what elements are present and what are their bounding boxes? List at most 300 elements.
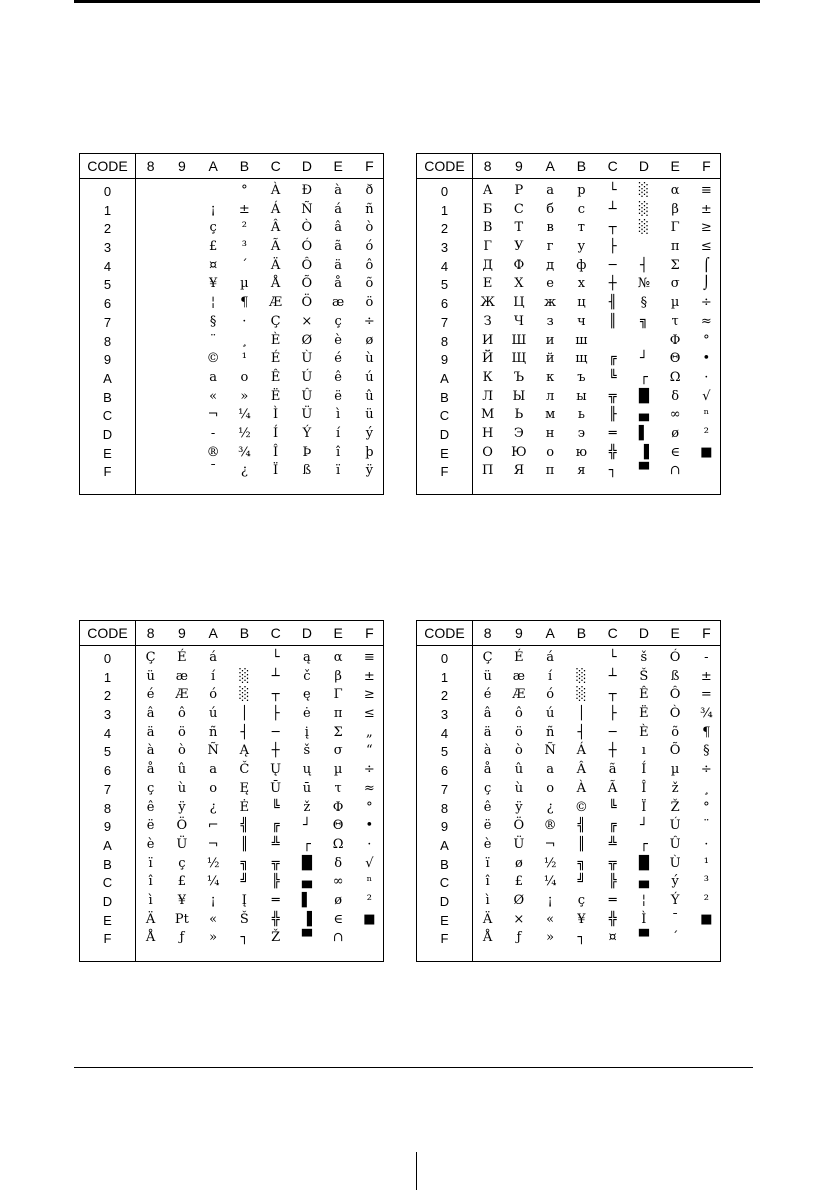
- char-cell: Φ: [669, 332, 681, 348]
- char-cell: ó: [209, 687, 218, 703]
- char-cell: ≤: [700, 239, 712, 255]
- char-cell: Ù: [301, 351, 313, 367]
- row-code: 4: [440, 258, 449, 274]
- row-code: 8: [103, 800, 112, 816]
- char-cell: “: [366, 743, 373, 759]
- char-cell: Ü: [513, 836, 525, 852]
- char-cell: ╩: [608, 836, 617, 852]
- char-cell: ®: [206, 444, 220, 460]
- char-cell: Х: [514, 276, 524, 292]
- char-cell: ⌡: [702, 276, 710, 292]
- char-cell: ´: [241, 257, 248, 273]
- cyrillic-table: [416, 153, 721, 495]
- char-cell: ¤: [208, 257, 218, 273]
- char-cell: ├: [608, 706, 617, 722]
- char-cell: Γ: [670, 220, 680, 236]
- char-cell: ш: [575, 332, 588, 348]
- row-code: 6: [103, 296, 112, 312]
- char-cell: я: [577, 463, 586, 479]
- char-cell: Á: [270, 201, 281, 217]
- char-cell: ⁿ: [366, 874, 373, 890]
- char-cell: ²: [703, 892, 709, 908]
- char-cell: ─: [608, 724, 617, 740]
- char-cell: Ω: [332, 836, 344, 852]
- char-cell: Ö: [513, 818, 525, 834]
- char-cell: o: [209, 780, 218, 796]
- char-cell: ┼: [608, 276, 617, 292]
- row-code: E: [103, 445, 112, 461]
- char-cell: Ц: [513, 295, 525, 311]
- char-cell: ¥: [577, 911, 586, 927]
- char-cell: „: [366, 724, 373, 740]
- char-cell: ç: [334, 313, 342, 329]
- char-cell: ░: [638, 201, 649, 217]
- char-cell: ß: [302, 463, 312, 479]
- char-cell: ¬: [207, 407, 219, 423]
- char-cell: а: [546, 183, 554, 198]
- char-cell: ¬: [207, 836, 219, 852]
- column-header: D: [638, 625, 649, 641]
- column-header: 8: [146, 625, 155, 641]
- char-cell: Æ: [512, 687, 526, 703]
- char-cell: ▄: [638, 874, 649, 890]
- char-cell: å: [146, 762, 155, 778]
- char-cell: ï: [336, 463, 341, 479]
- char-cell: ■: [700, 444, 713, 460]
- char-cell: Å: [482, 930, 493, 946]
- row-code: F: [440, 931, 449, 947]
- char-cell: ╦: [608, 855, 617, 871]
- row-code: F: [440, 464, 449, 480]
- char-cell: Ù: [669, 855, 681, 871]
- char-cell: ø: [365, 332, 374, 348]
- row-code: A: [103, 837, 112, 853]
- char-cell: ┌: [639, 369, 648, 385]
- char-cell: Ю: [511, 444, 527, 460]
- char-cell: ╦: [271, 855, 280, 871]
- char-cell: ×: [513, 911, 525, 927]
- column-header: 9: [177, 158, 186, 174]
- column-header: B: [239, 158, 250, 174]
- char-cell: À: [270, 183, 281, 198]
- char-cell: ═: [608, 892, 617, 908]
- row-code: 2: [103, 688, 112, 704]
- char-cell: ñ: [545, 724, 555, 740]
- char-cell: ¤: [608, 930, 617, 946]
- char-cell: §: [703, 743, 710, 759]
- char-cell: Ъ: [513, 369, 525, 385]
- char-cell: Ì: [273, 407, 279, 423]
- char-cell: ┘: [639, 351, 648, 367]
- char-cell: х: [577, 276, 586, 292]
- column-header: B: [576, 625, 587, 641]
- char-cell: П: [481, 463, 494, 479]
- char-cell: ½: [543, 855, 557, 871]
- char-cell: ³: [703, 874, 709, 890]
- char-cell: ╗: [639, 313, 648, 329]
- char-cell: ▌: [301, 892, 312, 908]
- char-cell: к: [546, 369, 555, 385]
- char-cell: û: [177, 762, 187, 778]
- char-cell: τ: [334, 780, 342, 796]
- char-cell: ï: [485, 855, 490, 871]
- char-cell: £: [177, 874, 187, 890]
- char-cell: ·: [367, 836, 372, 852]
- column-header: 9: [514, 625, 523, 641]
- char-cell: ¿: [546, 799, 554, 815]
- column-header: E: [333, 625, 343, 641]
- char-cell: ▀: [301, 930, 312, 946]
- char-cell: ı: [641, 743, 646, 759]
- char-cell: £: [208, 239, 218, 255]
- char-cell: р: [577, 183, 586, 198]
- char-cell: Ш: [511, 332, 527, 348]
- char-cell: §: [209, 313, 217, 329]
- char-cell: ¥: [208, 276, 218, 292]
- char-cell: ∩: [332, 930, 344, 946]
- char-cell: ы: [576, 388, 587, 404]
- row-code: 0: [103, 651, 112, 666]
- char-cell: ²: [703, 425, 709, 441]
- row-code: 9: [103, 819, 112, 835]
- char-cell: ç: [577, 892, 586, 908]
- char-cell: µ: [240, 276, 249, 292]
- char-cell: ┘: [639, 818, 648, 834]
- char-cell: ÿ: [365, 463, 374, 479]
- char-cell: β: [671, 201, 679, 217]
- char-cell: α: [670, 183, 680, 198]
- char-cell: ■: [700, 911, 713, 927]
- top-rule: [74, 0, 760, 3]
- page-divider: [416, 1152, 417, 1190]
- char-cell: ─: [608, 257, 617, 273]
- row-code: 5: [103, 744, 112, 760]
- char-cell: щ: [575, 351, 588, 367]
- char-cell: М: [480, 407, 495, 423]
- char-cell: á: [546, 650, 554, 665]
- char-cell: ░: [638, 220, 649, 236]
- char-cell: Ü: [301, 407, 313, 423]
- char-cell: К: [482, 369, 493, 385]
- char-cell: Ė: [239, 799, 250, 815]
- char-cell: ž: [303, 799, 311, 815]
- row-code: 4: [440, 725, 449, 741]
- char-cell: ¸: [241, 332, 248, 348]
- char-cell: a: [546, 762, 554, 778]
- char-cell: á: [209, 650, 217, 665]
- char-cell: Å: [145, 930, 156, 946]
- char-cell: ═: [271, 892, 280, 908]
- char-cell: ▀: [638, 930, 649, 946]
- char-cell: É: [514, 650, 524, 665]
- char-cell: ╬: [608, 911, 617, 927]
- char-cell: ý: [671, 874, 679, 890]
- char-cell: Т: [514, 220, 524, 236]
- char-cell: ƒ: [516, 930, 522, 946]
- char-cell: ∈: [333, 911, 343, 927]
- char-cell: ¡: [210, 201, 216, 217]
- char-cell: █: [638, 855, 649, 871]
- char-cell: ║: [608, 313, 617, 329]
- char-cell: ±: [238, 201, 250, 217]
- char-cell: е: [546, 276, 554, 292]
- column-header: A: [545, 158, 555, 174]
- char-cell: Φ: [332, 799, 344, 815]
- char-cell: Ø: [513, 892, 525, 908]
- char-cell: õ: [671, 724, 680, 740]
- char-cell: ╚: [608, 799, 617, 815]
- char-cell: С: [513, 201, 524, 217]
- char-cell: Î: [641, 780, 647, 796]
- char-cell: ê: [146, 799, 155, 815]
- char-cell: È: [270, 332, 281, 348]
- row-code: 2: [103, 221, 112, 237]
- row-code: 3: [440, 240, 449, 256]
- char-cell: á: [334, 201, 342, 217]
- char-cell: ▐: [301, 911, 312, 927]
- char-cell: ø: [514, 855, 523, 871]
- char-cell: Р: [514, 183, 524, 198]
- row-code: A: [440, 370, 449, 386]
- char-cell: «: [209, 911, 218, 927]
- char-cell: è: [483, 836, 492, 852]
- char-cell: ¦: [641, 892, 647, 908]
- char-cell: ┤: [639, 257, 648, 273]
- char-cell: ¬: [544, 836, 556, 852]
- char-cell: ú: [365, 369, 374, 385]
- char-cell: ⌐: [207, 818, 219, 834]
- char-cell: Ñ: [301, 201, 313, 217]
- row-code: 8: [440, 800, 449, 816]
- char-cell: А: [482, 183, 493, 198]
- char-cell: β: [334, 668, 342, 684]
- char-cell: ì: [485, 892, 490, 908]
- char-cell: •: [365, 818, 374, 834]
- char-cell: Л: [482, 388, 494, 404]
- row-code: E: [440, 445, 449, 461]
- char-cell: Ū: [270, 780, 282, 796]
- char-cell: ╝: [577, 874, 586, 890]
- char-cell: В: [482, 220, 493, 236]
- char-cell: α: [333, 650, 343, 665]
- char-cell: ñ: [365, 201, 374, 217]
- char-cell: î: [336, 444, 341, 460]
- char-cell: Í: [641, 762, 647, 778]
- char-cell: à: [483, 743, 492, 759]
- row-code: 1: [103, 669, 112, 685]
- char-cell: ½: [238, 425, 251, 441]
- char-cell: ┬: [608, 220, 617, 236]
- char-cell: ¨: [703, 818, 710, 834]
- char-cell: ë: [146, 818, 155, 834]
- char-cell: δ: [671, 388, 680, 404]
- char-cell: ─: [271, 724, 280, 740]
- char-cell: Û: [301, 388, 313, 404]
- column-header: F: [702, 625, 711, 641]
- char-cell: ©: [206, 351, 220, 367]
- char-cell: И: [481, 332, 494, 348]
- char-cell: ░: [638, 183, 649, 198]
- latin3-table: [416, 620, 721, 962]
- row-code: 6: [440, 763, 449, 779]
- column-header: D: [638, 158, 649, 174]
- char-cell: Ó: [301, 239, 313, 255]
- char-cell: ╠: [271, 874, 280, 890]
- char-cell: Ч: [513, 313, 524, 329]
- char-cell: Ã: [270, 239, 281, 255]
- row-code: 3: [103, 707, 112, 723]
- char-cell: ┐: [577, 930, 586, 946]
- char-cell: в: [546, 220, 554, 236]
- column-header: D: [301, 158, 312, 174]
- row-code: 7: [440, 314, 449, 330]
- char-cell: ┘: [302, 818, 311, 834]
- code-header: CODE: [87, 625, 128, 641]
- char-cell: Ç: [482, 650, 493, 665]
- char-cell: a: [209, 369, 217, 385]
- char-cell: Å: [270, 276, 281, 292]
- char-cell: ═: [608, 425, 617, 441]
- char-cell: с: [577, 201, 586, 217]
- char-cell: ░: [239, 668, 250, 684]
- char-cell: ì: [336, 407, 341, 423]
- char-cell: Þ: [302, 444, 312, 460]
- char-cell: ┌: [639, 836, 648, 852]
- char-cell: å: [334, 276, 342, 292]
- row-code: 5: [440, 277, 449, 293]
- row-code: 2: [440, 221, 449, 237]
- char-cell: ж: [544, 295, 557, 311]
- row-code: D: [102, 893, 113, 909]
- char-cell: ü: [146, 668, 155, 684]
- char-cell: ž: [671, 780, 679, 796]
- char-cell: æ: [332, 295, 345, 311]
- char-cell: ³: [241, 239, 247, 255]
- char-cell: ¯: [671, 911, 679, 927]
- char-cell: ¿: [240, 463, 248, 479]
- char-cell: л: [545, 388, 555, 404]
- char-cell: м: [545, 407, 556, 423]
- char-cell: ·: [242, 313, 247, 329]
- row-code: D: [439, 893, 450, 909]
- char-cell: Â: [270, 220, 281, 236]
- char-cell: Æ: [175, 687, 189, 703]
- char-cell: Й: [481, 351, 494, 367]
- char-cell: ╔: [608, 818, 617, 834]
- char-cell: ¡: [547, 892, 553, 908]
- char-cell: ≡: [363, 650, 375, 665]
- row-code: 6: [440, 296, 449, 312]
- char-cell: Ø: [301, 332, 313, 348]
- char-cell: Н: [481, 425, 494, 441]
- row-code: E: [103, 912, 112, 928]
- column-header: D: [301, 625, 312, 641]
- char-cell: Б: [482, 201, 493, 217]
- char-cell: ×: [301, 313, 313, 329]
- char-cell: ┴: [271, 668, 280, 684]
- char-cell: Ü: [176, 836, 188, 852]
- char-cell: ê: [483, 799, 492, 815]
- char-cell: ▄: [301, 874, 312, 890]
- char-cell: ø: [671, 425, 680, 441]
- row-code: C: [439, 408, 450, 424]
- char-cell: ñ: [208, 724, 218, 740]
- row-code: 7: [440, 781, 449, 797]
- char-cell: a: [209, 762, 217, 778]
- char-cell: ╬: [608, 444, 617, 460]
- char-cell: o: [240, 369, 249, 385]
- char-cell: Ó: [669, 650, 681, 665]
- char-cell: ¶: [702, 724, 711, 740]
- char-cell: ų: [302, 762, 312, 778]
- char-cell: и: [545, 332, 555, 348]
- char-cell: ú: [208, 706, 218, 722]
- row-code: 8: [103, 333, 112, 349]
- char-cell: Ų: [270, 762, 282, 778]
- char-cell: й: [545, 351, 555, 367]
- row-code: F: [103, 464, 112, 480]
- char-cell: ╬: [271, 911, 280, 927]
- char-cell: ┼: [271, 743, 280, 759]
- row-code: 4: [103, 258, 112, 274]
- char-cell: ²: [366, 892, 372, 908]
- char-cell: è: [334, 332, 342, 348]
- char-cell: ≈: [700, 313, 712, 329]
- column-header: C: [270, 625, 281, 641]
- char-cell: ¾: [700, 706, 713, 722]
- char-cell: Ò: [301, 220, 313, 236]
- char-cell: ├: [608, 239, 617, 255]
- char-cell: »: [240, 388, 249, 404]
- char-cell: ╢: [608, 295, 617, 311]
- char-cell: Ω: [669, 369, 681, 385]
- char-cell: ╚: [271, 799, 280, 815]
- char-cell: ö: [514, 724, 523, 740]
- char-cell: þ: [365, 444, 374, 460]
- char-cell: ▌: [638, 425, 649, 441]
- char-cell: ô: [514, 706, 523, 722]
- column-header: E: [333, 158, 343, 174]
- char-cell: ¥: [177, 892, 187, 908]
- char-cell: ï: [148, 855, 153, 871]
- char-cell: ®: [543, 818, 557, 834]
- char-cell: ð: [365, 183, 374, 198]
- char-cell: Σ: [333, 724, 343, 740]
- column-header: E: [670, 625, 680, 641]
- char-cell: ß: [670, 668, 680, 684]
- char-cell: ╣: [577, 818, 586, 834]
- row-code: 0: [103, 184, 112, 199]
- char-cell: Ž: [670, 799, 680, 815]
- row-code: B: [103, 389, 112, 405]
- char-cell: ч: [577, 313, 586, 329]
- char-cell: ░: [239, 687, 250, 703]
- row-code: 3: [440, 707, 449, 723]
- char-cell: ã: [608, 762, 617, 778]
- char-cell: ¡: [210, 892, 216, 908]
- column-header: 8: [483, 158, 492, 174]
- row-code: 5: [103, 277, 112, 293]
- row-code: B: [440, 856, 449, 872]
- char-cell: π: [333, 706, 343, 722]
- row-code: B: [440, 389, 449, 405]
- char-cell: ±: [363, 668, 375, 684]
- column-header: B: [576, 158, 587, 174]
- code-header: CODE: [87, 158, 128, 174]
- char-cell: ┴: [608, 668, 617, 684]
- char-cell: ì: [148, 892, 153, 908]
- char-cell: ┬: [271, 687, 280, 703]
